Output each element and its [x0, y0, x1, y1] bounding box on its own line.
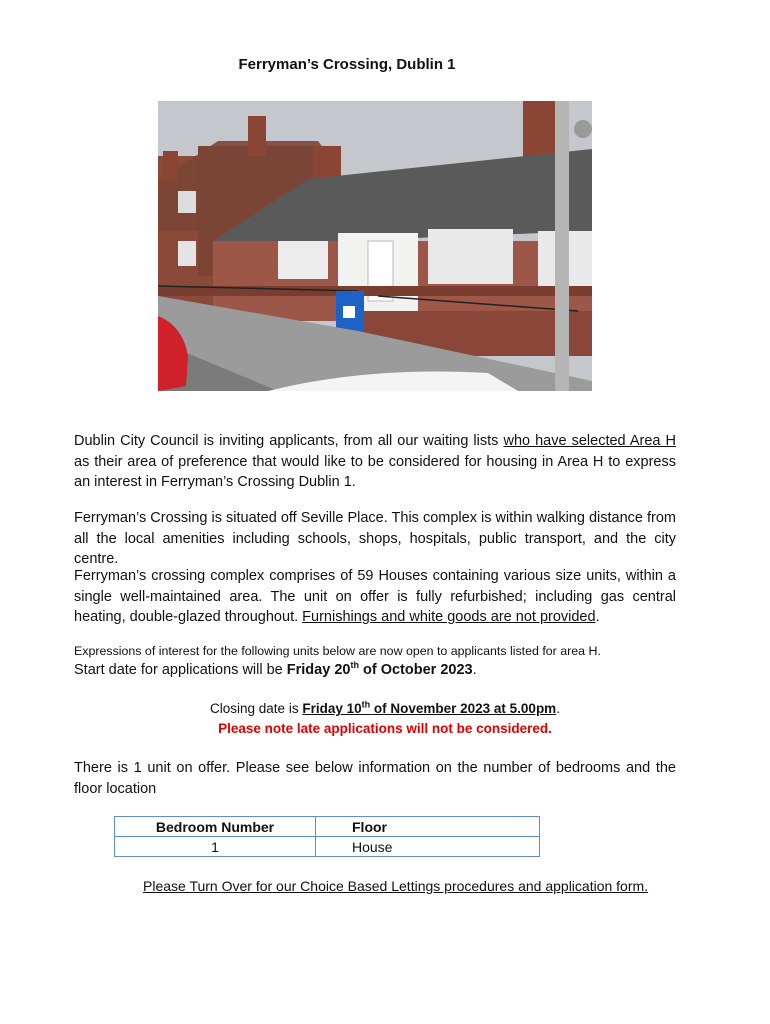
closing-day: Friday 10: [302, 701, 362, 716]
table-header-row: [115, 817, 540, 837]
closing-rest: of November 2023 at 5.00pm: [370, 701, 557, 716]
complex-paragraph: [74, 566, 676, 628]
units-table: [114, 816, 540, 857]
page-title: Ferryman’s Crossing, Dublin 1: [238, 56, 456, 73]
area-h-underlined: who have selected Area H: [503, 433, 677, 449]
location-paragraph: Ferryman’s Crossing is situated off Seville Place. This complex is within walking distance from all the local amenities including schools, shops, hospitals, public transport, and the city centre.: [74, 510, 676, 567]
start-sup: th: [350, 660, 359, 671]
closing-date-line: [0, 701, 770, 716]
start-end: .: [472, 662, 477, 678]
complex-text-end: .: [595, 609, 600, 625]
complex-text: Ferryman’s crossing complex comprises of 59 Houses containing various size units, within a single well-maintained area. The unit on offer is fully refurbished; including gas central heating, double-glazed throughout.: [74, 568, 676, 625]
cell-bedrooms: 1: [115, 837, 316, 857]
closing-sup: th: [361, 699, 371, 710]
closing-text: Closing date is: [210, 701, 303, 716]
furnishings-notice: Furnishings and white goods are not provided: [302, 609, 596, 625]
units-paragraph: There is 1 unit on offer. Please see below information on the number of bedrooms and the floor location: [74, 760, 676, 797]
turn-over-notice: Please Turn Over for our Choice Based Lettings procedures and application form.: [143, 878, 649, 894]
header-floor: Floor: [316, 817, 540, 837]
start-date: [287, 662, 473, 678]
intro-text-end: as their area of preference that would like to be considered for housing in Area H to express an interest in Ferryman’s Crossing Dublin 1.: [74, 453, 676, 490]
closing-end: .: [556, 701, 560, 716]
start-month: of October 2023: [358, 662, 473, 678]
intro-paragraph: [74, 431, 676, 493]
start-day: Friday 20: [286, 662, 351, 678]
cell-floor: House: [316, 837, 540, 857]
expressions-text: Expressions of interest for the following units below are now open to applicants listed for area H.: [74, 644, 601, 658]
header-bedroom-number: Bedroom Number: [115, 817, 316, 837]
table-row: [115, 837, 540, 857]
house-photo: [158, 101, 592, 391]
closing-date: [302, 701, 556, 716]
start-date-line: [74, 662, 477, 678]
start-text: Start date for applications will be: [74, 662, 287, 678]
intro-text: Dublin City Council is inviting applicants, from all our waiting lists: [74, 433, 504, 449]
late-applications-notice: Please note late applications will not be considered.: [218, 721, 552, 736]
